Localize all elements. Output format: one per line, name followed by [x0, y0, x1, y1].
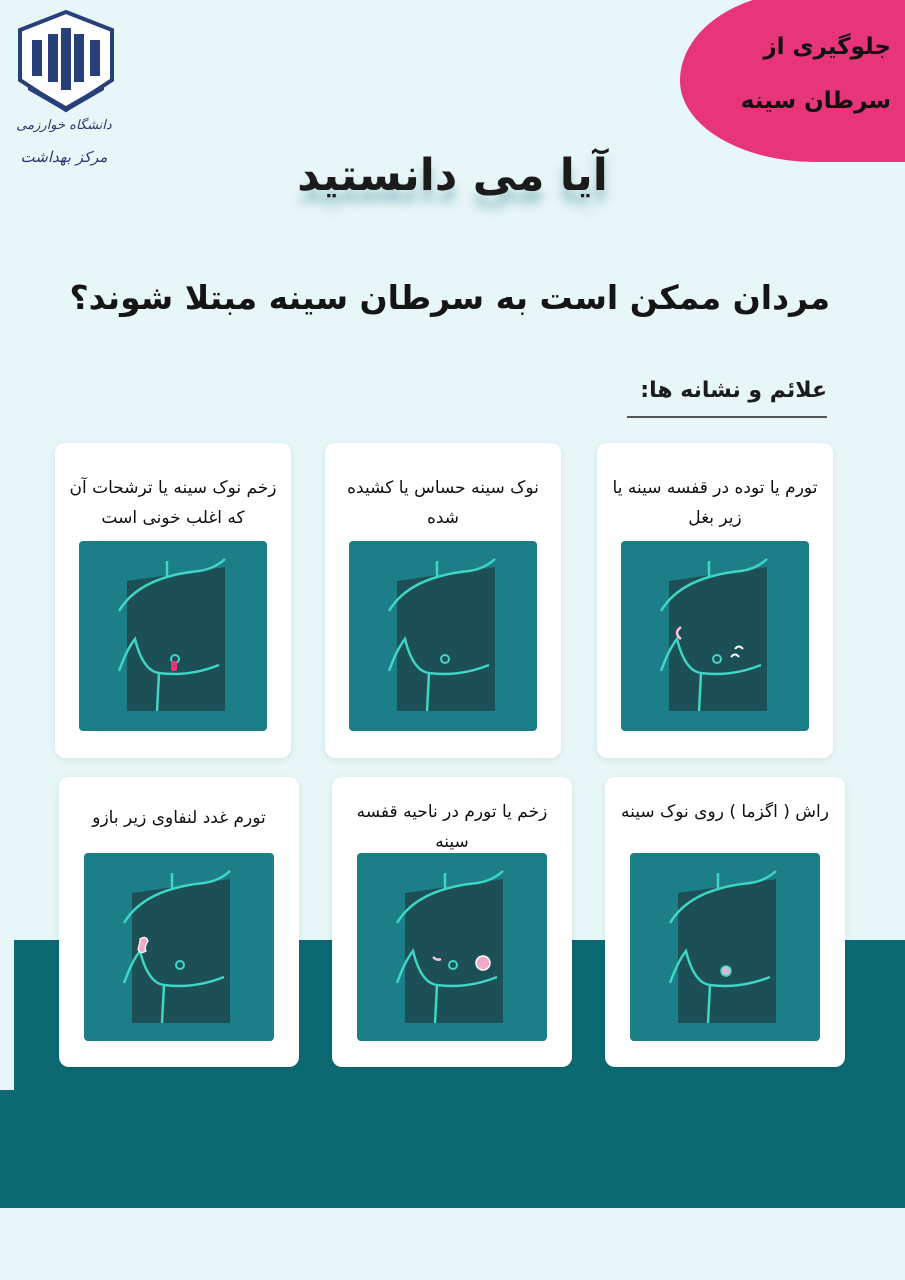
armpit-lymph-icon: [84, 853, 274, 1041]
chest-sore-icon: [357, 853, 547, 1041]
symptom-text: تورم غدد لنفاوی زیر بازو: [92, 808, 266, 828]
symptom-text: زخم یا تورم در ناحیه قفسه سینه: [356, 802, 548, 852]
page-subtitle: مردان ممکن است به سرطان سینه مبتلا شوند؟: [69, 278, 830, 317]
symptom-text: زخم نوک سینه یا ترشحات آن که اغلب خونی است: [69, 478, 277, 528]
signs-underline: [627, 416, 827, 418]
badge-line-1: جلوگیری از: [763, 34, 891, 60]
logo-text-center: مرکز بهداشت: [20, 148, 108, 166]
page-title: آیا می دانستید: [297, 150, 608, 201]
campaign-badge: [680, 0, 905, 162]
nipple-rash-icon: [630, 853, 820, 1041]
symptom-card-discharge: [55, 443, 291, 758]
background-band-bottom: [0, 1090, 905, 1208]
retracted-nipple-icon: [349, 541, 537, 731]
symptom-card-sore: [332, 777, 572, 1067]
logo-text-university: دانشگاه خوارزمی: [16, 118, 112, 133]
symptom-text: نوک سینه حساس یا کشیده شده: [347, 478, 539, 528]
symptom-card-rash: [605, 777, 845, 1067]
symptom-text: راش ( اگزما ) روی نوک سینه: [621, 802, 829, 822]
badge-line-2: سرطان سینه: [740, 88, 891, 114]
symptom-text: تورم یا توده در قفسه سینه یا زیر بغل: [612, 478, 818, 528]
symptom-card-lump: [597, 443, 833, 758]
background-footer: [0, 1208, 905, 1280]
lump-chest-armpit-icon: [621, 541, 809, 731]
symptom-card-nipple: [325, 443, 561, 758]
symptom-card-lymph: [59, 777, 299, 1067]
nipple-discharge-icon: [79, 541, 267, 731]
signs-heading: علائم و نشانه ها:: [640, 378, 827, 403]
